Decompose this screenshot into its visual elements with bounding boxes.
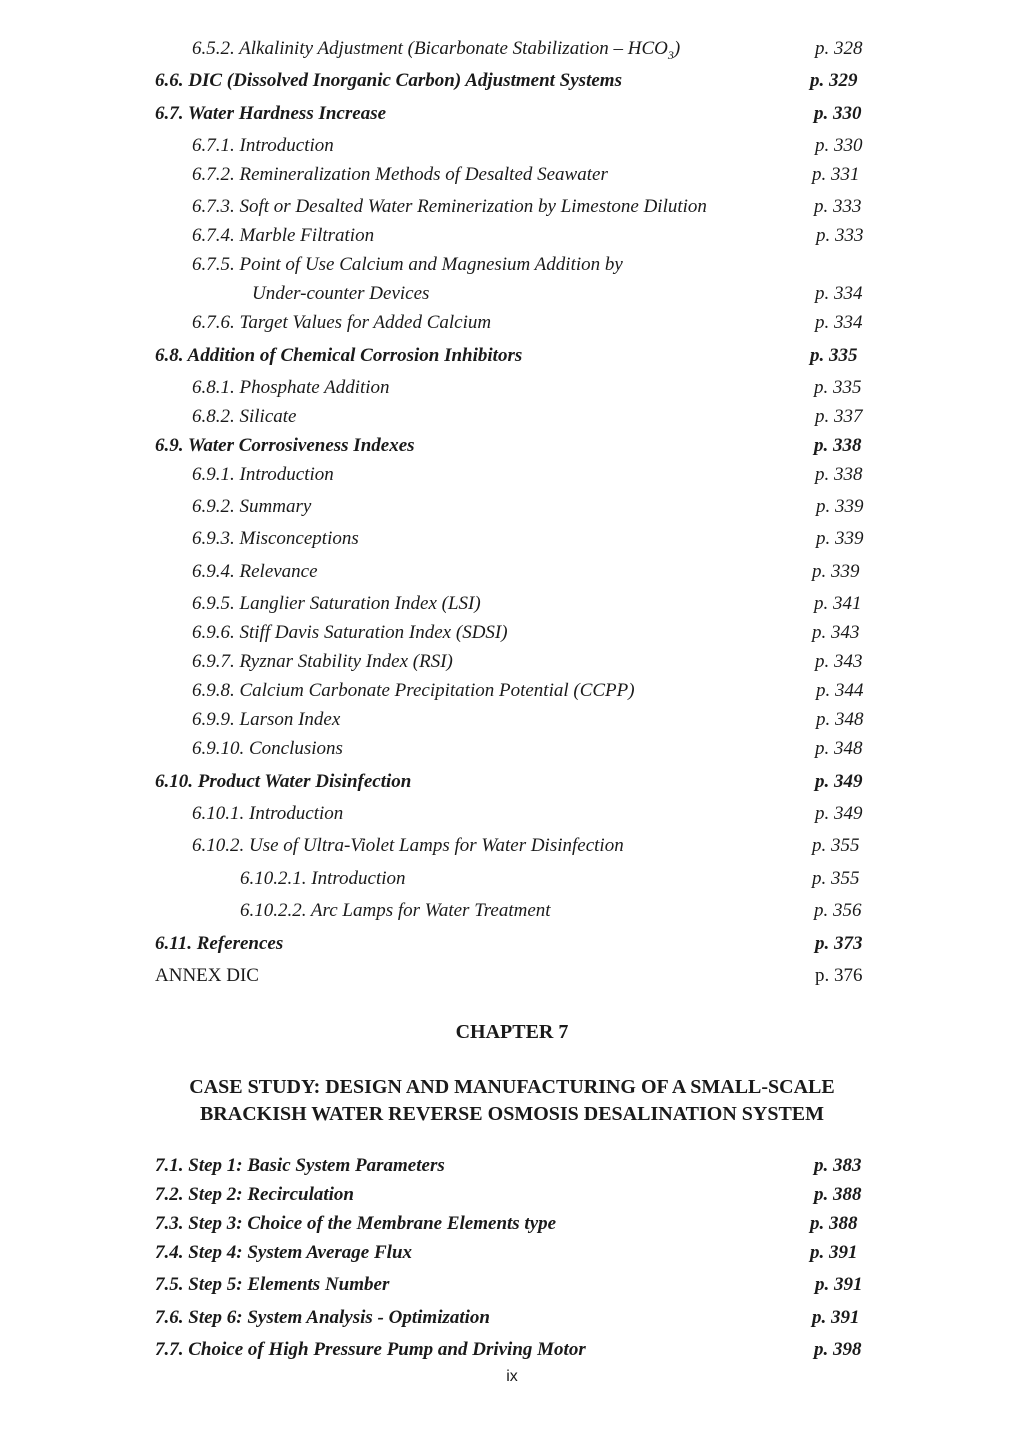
toc-page: p. 341 <box>814 593 862 614</box>
toc-entry-7-7 <box>0 1336 1024 1364</box>
toc-title: 6.10.2. Use of Ultra-Violet Lamps for Water Disinfection <box>192 835 624 856</box>
toc-page: p. 338 <box>814 435 862 456</box>
toc-entry-6-9 <box>0 432 1024 460</box>
toc-page: p. 376 <box>815 965 863 986</box>
toc-entry-6-9-3 <box>0 525 1024 553</box>
toc-title: 6.10.1. Introduction <box>192 803 344 824</box>
toc-page: p. 355 <box>812 835 860 856</box>
toc-entry-6-9-7 <box>0 648 1024 676</box>
toc-page: p. 391 <box>815 1274 863 1295</box>
chapter-heading: CHAPTER 7 <box>455 1021 569 1043</box>
toc-entry-6-9-9 <box>0 706 1024 734</box>
toc-page: p. 391 <box>812 1307 860 1328</box>
chapter-title-line-1: CASE STUDY: DESIGN AND MANUFACTURING OF A SMALL-SCALE <box>189 1076 835 1098</box>
toc-page: p. 349 <box>815 771 863 792</box>
toc-title: 6.7.2. Remineralization Methods of Desalted Seawater <box>192 164 608 185</box>
toc-page: p. 343 <box>812 622 860 643</box>
toc-page: p. 388 <box>810 1213 858 1234</box>
toc-title: Under-counter Devices <box>252 283 430 304</box>
toc-title: 6.9.1. Introduction <box>192 464 334 485</box>
toc-title: 6.10.2.1. Introduction <box>240 868 406 889</box>
toc-entry-6-9-8 <box>0 677 1024 705</box>
toc-page: p. 355 <box>812 868 860 889</box>
toc-entry-6-11 <box>0 930 1024 958</box>
toc-entry-6-7-1 <box>0 132 1024 160</box>
toc-entry-6-7-6 <box>0 309 1024 337</box>
toc-page: p. 344 <box>816 680 864 701</box>
toc-title: 6.6. DIC (Dissolved Inorganic Carbon) Adjustment Systems <box>155 70 622 91</box>
toc-page: p. 339 <box>816 496 864 517</box>
toc-entry-7-3 <box>0 1210 1024 1238</box>
toc-entry-6-9-1 <box>0 461 1024 489</box>
chapter-title-line-2: BRACKISH WATER REVERSE OSMOSIS DESALINATION SYSTEM <box>199 1103 825 1125</box>
toc-page: p. 349 <box>815 803 863 824</box>
toc-title: 7.7. Choice of High Pressure Pump and Driving Motor <box>155 1339 586 1360</box>
toc-title: 6.7.5. Point of Use Calcium and Magnesium Addition by <box>192 254 623 275</box>
toc-page: p. 391 <box>810 1242 858 1263</box>
toc-entry-7-4 <box>0 1239 1024 1267</box>
toc-page: p. 339 <box>816 528 864 549</box>
toc-title: 6.7.4. Marble Filtration <box>192 225 375 246</box>
toc-entry-6-10-2 <box>0 832 1024 860</box>
toc-page: p. 331 <box>812 164 860 185</box>
toc-entry-6-9-5 <box>0 590 1024 618</box>
toc-title: 6.7.1. Introduction <box>192 135 334 156</box>
toc-page: p. 333 <box>816 225 864 246</box>
toc-entry-6-10-2-1 <box>0 865 1024 893</box>
toc-entry-6-7 <box>0 100 1024 128</box>
toc-title: 6.9.9. Larson Index <box>192 709 341 730</box>
toc-page: p. 388 <box>814 1184 862 1205</box>
toc-title: 6.7.3. Soft or Desalted Water Reminerization by Limestone Dilution <box>192 196 707 217</box>
toc-page: p. 398 <box>814 1339 862 1360</box>
toc-page: p. 330 <box>815 135 863 156</box>
toc-entry-6-8-1 <box>0 374 1024 402</box>
toc-title: 6.9. Water Corrosiveness Indexes <box>155 435 415 456</box>
toc-title: 6.7. Water Hardness Increase <box>155 103 387 124</box>
toc-title: 7.3. Step 3: Choice of the Membrane Elements type <box>155 1213 557 1234</box>
toc-entry-6-10-1 <box>0 800 1024 828</box>
toc-entry-6-9-6 <box>0 619 1024 647</box>
toc-page: p. 348 <box>816 709 864 730</box>
toc-title: 6.9.7. Ryznar Stability Index (RSI) <box>192 651 453 672</box>
toc-title: 6.10.2.2. Arc Lamps for Water Treatment <box>240 900 551 921</box>
toc-title: 7.6. Step 6: System Analysis - Optimization <box>155 1307 490 1328</box>
toc-title: 6.9.3. Misconceptions <box>192 528 359 549</box>
toc-entry-6-10-2-2 <box>0 897 1024 925</box>
toc-entry-6-9-4 <box>0 558 1024 586</box>
toc-page: p. 339 <box>812 561 860 582</box>
toc-page: p. 337 <box>815 406 863 427</box>
toc-title: 6.10. Product Water Disinfection <box>155 771 412 792</box>
toc-page: p. 343 <box>815 651 863 672</box>
toc-entry-6-7-5-cont <box>0 280 1024 308</box>
toc-title: 6.8.2. Silicate <box>192 406 297 427</box>
toc-page: p. 333 <box>814 196 862 217</box>
toc-page: p. 330 <box>814 103 862 124</box>
toc-entry-7-1 <box>0 1152 1024 1180</box>
toc-title: 6.11. References <box>155 933 284 954</box>
toc-entry-6-9-10 <box>0 735 1024 763</box>
toc-title: 6.8. Addition of Chemical Corrosion Inhibitors <box>155 345 523 366</box>
toc-entry-6-9-2 <box>0 493 1024 521</box>
toc-entry-6-7-4 <box>0 222 1024 250</box>
toc-page: p. 356 <box>814 900 862 921</box>
toc-page: p. 328 <box>815 38 863 59</box>
toc-page: p. 335 <box>810 345 858 366</box>
toc-title: 6.9.2. Summary <box>192 496 312 517</box>
toc-title: 7.1. Step 1: Basic System Parameters <box>155 1155 445 1176</box>
toc-entry-6-10 <box>0 768 1024 796</box>
toc-page: p. 334 <box>815 312 863 333</box>
toc-title: 6.5.2. Alkalinity Adjustment (Bicarbonate Stabilization – $HCO_3$) <box>192 38 681 62</box>
toc-entry-7-5 <box>0 1271 1024 1299</box>
toc-entry-6-7-5 <box>0 251 1024 279</box>
toc-page: p. 373 <box>815 933 863 954</box>
toc-page: p. 329 <box>810 70 858 91</box>
toc-page: p. 338 <box>815 464 863 485</box>
toc-page: p. 383 <box>814 1155 862 1176</box>
toc-entry-6-7-2 <box>0 161 1024 189</box>
toc-entry-6-8-2 <box>0 403 1024 431</box>
page-number: ix <box>506 1368 518 1385</box>
toc-entry-6-5-2 <box>0 35 1024 63</box>
toc-page: p. 334 <box>815 283 863 304</box>
toc-title: 6.9.4. Relevance <box>192 561 318 582</box>
toc-entry-6-8 <box>0 342 1024 370</box>
toc-entry-7-6 <box>0 1304 1024 1332</box>
toc-title: 6.7.6. Target Values for Added Calcium <box>192 312 492 333</box>
toc-title: ANNEX DIC <box>155 965 259 986</box>
toc-title: 6.9.10. Conclusions <box>192 738 343 759</box>
toc-entry-annex-dic <box>0 962 1024 990</box>
toc-page: p. 348 <box>815 738 863 759</box>
toc-title: 6.8.1. Phosphate Addition <box>192 377 390 398</box>
toc-entry-6-6 <box>0 67 1024 95</box>
toc-page: p. 335 <box>814 377 862 398</box>
toc-title: 7.2. Step 2: Recirculation <box>155 1184 354 1205</box>
toc-title: 6.9.8. Calcium Carbonate Precipitation Potential (CCPP) <box>192 680 635 701</box>
toc-title: 7.5. Step 5: Elements Number <box>155 1274 390 1295</box>
toc-entry-7-2 <box>0 1181 1024 1209</box>
toc-title: 6.9.6. Stiff Davis Saturation Index (SDSI) <box>192 622 508 643</box>
toc-entry-6-7-3 <box>0 193 1024 221</box>
toc-title: 7.4. Step 4: System Average Flux <box>155 1242 413 1263</box>
toc-title: 6.9.5. Langlier Saturation Index (LSI) <box>192 593 481 614</box>
